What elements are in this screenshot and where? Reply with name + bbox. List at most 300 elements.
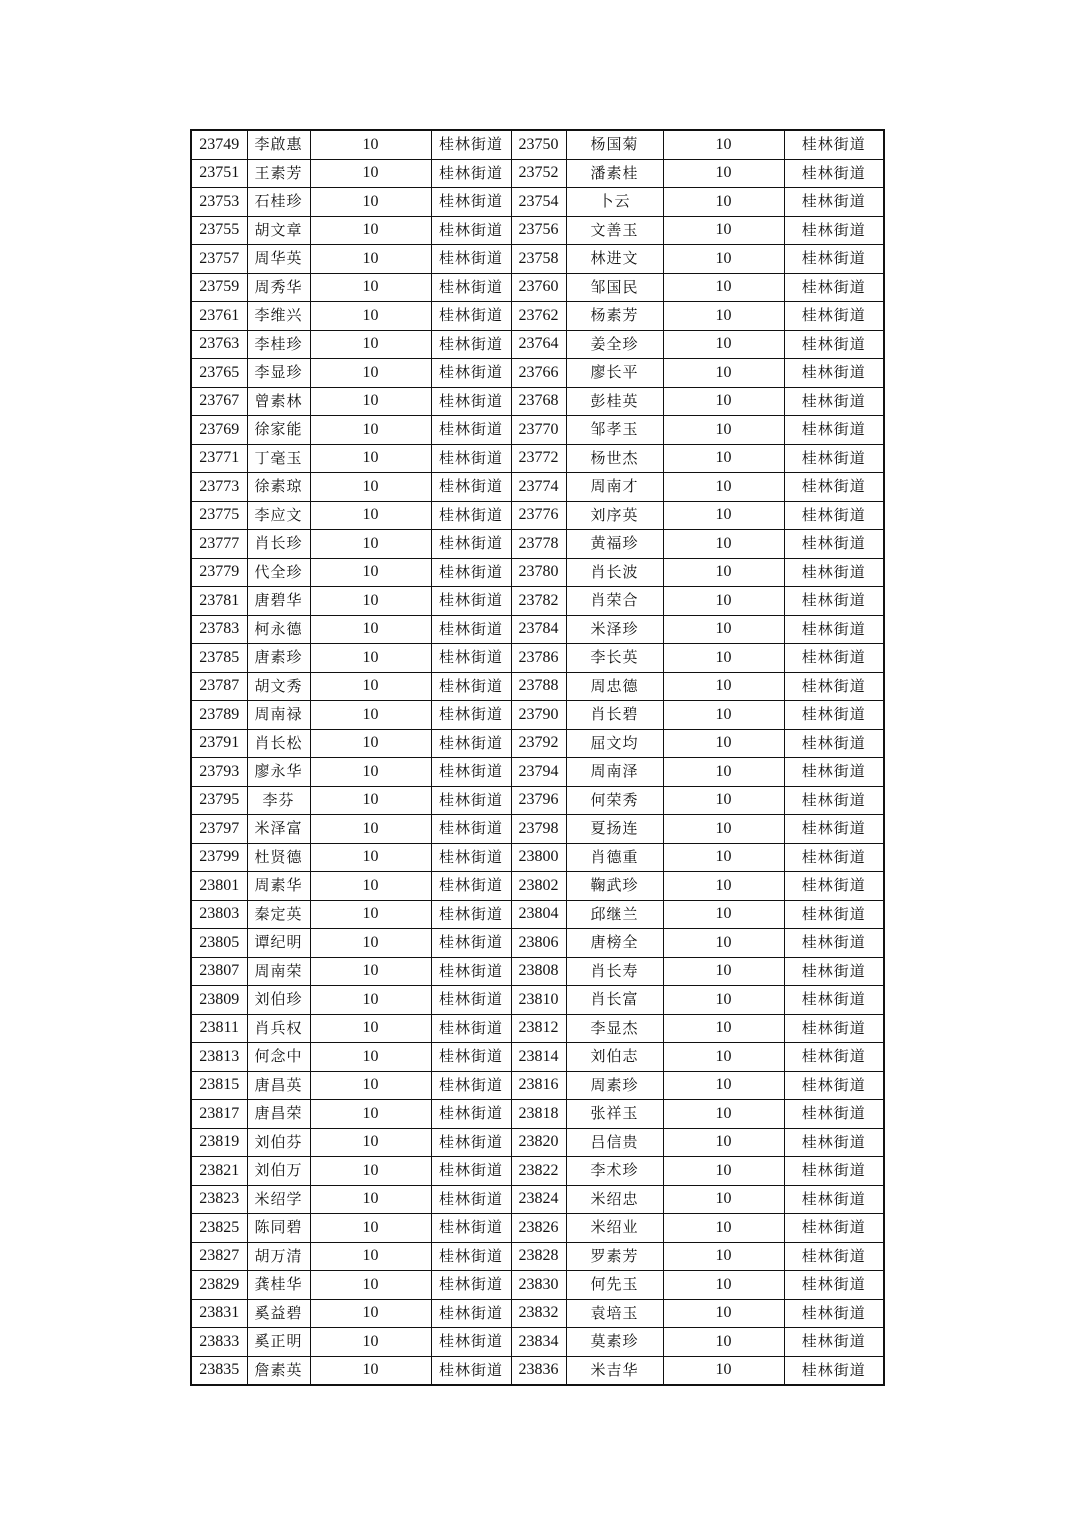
- table-row: [191, 1214, 884, 1243]
- street-cell: 桂林街道: [431, 1299, 511, 1328]
- street-cell: 桂林街道: [431, 558, 511, 587]
- street-cell: 桂林街道: [431, 1185, 511, 1214]
- record-id-cell: 23814: [511, 1043, 566, 1072]
- amount-cell: 10: [310, 843, 431, 872]
- name-cell: 米绍忠: [566, 1185, 663, 1214]
- name-cell: 米绍业: [566, 1214, 663, 1243]
- table-row: [191, 1185, 884, 1214]
- record-id-cell: 23782: [511, 587, 566, 616]
- street-cell: 桂林街道: [784, 1185, 884, 1214]
- street-cell: 桂林街道: [784, 1100, 884, 1129]
- table-row: [191, 957, 884, 986]
- name-cell: 奚益碧: [247, 1299, 310, 1328]
- amount-cell: 10: [310, 387, 431, 416]
- amount-cell: 10: [310, 130, 431, 159]
- amount-cell: 10: [310, 473, 431, 502]
- record-id-cell: 23777: [191, 530, 247, 559]
- record-id-cell: 23831: [191, 1299, 247, 1328]
- name-cell: 林进文: [566, 245, 663, 274]
- name-cell: 周南才: [566, 473, 663, 502]
- record-id-cell: 23793: [191, 758, 247, 787]
- amount-cell: 10: [663, 644, 784, 673]
- amount-cell: 10: [663, 216, 784, 245]
- amount-cell: 10: [663, 530, 784, 559]
- amount-cell: 10: [663, 729, 784, 758]
- record-id-cell: 23765: [191, 359, 247, 388]
- street-cell: 桂林街道: [784, 758, 884, 787]
- record-id-cell: 23758: [511, 245, 566, 274]
- name-cell: 唐榜全: [566, 929, 663, 958]
- street-cell: 桂林街道: [431, 273, 511, 302]
- name-cell: 曾素林: [247, 387, 310, 416]
- street-cell: 桂林街道: [431, 644, 511, 673]
- street-cell: 桂林街道: [784, 159, 884, 188]
- name-cell: 姜全珍: [566, 330, 663, 359]
- name-cell: 卜云: [566, 188, 663, 217]
- name-cell: 廖长平: [566, 359, 663, 388]
- name-cell: 邹孝玉: [566, 416, 663, 445]
- record-id-cell: 23834: [511, 1328, 566, 1357]
- name-cell: 文善玉: [566, 216, 663, 245]
- name-cell: 米泽珍: [566, 615, 663, 644]
- name-cell: 肖长寿: [566, 957, 663, 986]
- amount-cell: 10: [310, 957, 431, 986]
- record-id-cell: 23773: [191, 473, 247, 502]
- record-id-cell: 23801: [191, 872, 247, 901]
- name-cell: 代全珍: [247, 558, 310, 587]
- name-cell: 杨世杰: [566, 444, 663, 473]
- name-cell: 杨素芳: [566, 302, 663, 331]
- table-row: [191, 387, 884, 416]
- amount-cell: 10: [310, 1328, 431, 1357]
- street-cell: 桂林街道: [431, 615, 511, 644]
- record-id-cell: 23790: [511, 701, 566, 730]
- amount-cell: 10: [663, 1071, 784, 1100]
- name-cell: 肖长松: [247, 729, 310, 758]
- table-row: [191, 758, 884, 787]
- street-cell: 桂林街道: [784, 1014, 884, 1043]
- street-cell: 桂林街道: [431, 701, 511, 730]
- street-cell: 桂林街道: [784, 587, 884, 616]
- record-id-cell: 23833: [191, 1328, 247, 1357]
- street-cell: 桂林街道: [431, 758, 511, 787]
- record-id-cell: 23835: [191, 1356, 247, 1385]
- table-row: [191, 1242, 884, 1271]
- name-cell: 周素珍: [566, 1071, 663, 1100]
- name-cell: 夏扬连: [566, 815, 663, 844]
- name-cell: 周素华: [247, 872, 310, 901]
- amount-cell: 10: [663, 558, 784, 587]
- record-id-cell: 23797: [191, 815, 247, 844]
- street-cell: 桂林街道: [431, 672, 511, 701]
- street-cell: 桂林街道: [431, 900, 511, 929]
- record-id-cell: 23761: [191, 302, 247, 331]
- table-row: [191, 815, 884, 844]
- street-cell: 桂林街道: [784, 302, 884, 331]
- amount-cell: 10: [310, 872, 431, 901]
- record-id-cell: 23827: [191, 1242, 247, 1271]
- street-cell: 桂林街道: [784, 216, 884, 245]
- record-id-cell: 23788: [511, 672, 566, 701]
- amount-cell: 10: [310, 1242, 431, 1271]
- street-cell: 桂林街道: [431, 1100, 511, 1129]
- name-cell: 肖德重: [566, 843, 663, 872]
- record-id-cell: 23779: [191, 558, 247, 587]
- record-id-cell: 23769: [191, 416, 247, 445]
- name-cell: 詹素英: [247, 1356, 310, 1385]
- table-row: [191, 929, 884, 958]
- amount-cell: 10: [663, 416, 784, 445]
- name-cell: 李长英: [566, 644, 663, 673]
- name-cell: 邹国民: [566, 273, 663, 302]
- record-id-cell: 23774: [511, 473, 566, 502]
- amount-cell: 10: [310, 501, 431, 530]
- table-row: [191, 188, 884, 217]
- amount-cell: 10: [310, 1043, 431, 1072]
- street-cell: 桂林街道: [431, 530, 511, 559]
- record-id-cell: 23804: [511, 900, 566, 929]
- record-id-cell: 23785: [191, 644, 247, 673]
- table-row: [191, 416, 884, 445]
- table-row: [191, 1328, 884, 1357]
- table-row: [191, 1271, 884, 1300]
- table-row: [191, 1299, 884, 1328]
- record-id-cell: 23798: [511, 815, 566, 844]
- table-row: [191, 330, 884, 359]
- street-cell: 桂林街道: [431, 1043, 511, 1072]
- record-id-cell: 23805: [191, 929, 247, 958]
- street-cell: 桂林街道: [431, 473, 511, 502]
- record-id-cell: 23826: [511, 1214, 566, 1243]
- name-cell: 米绍学: [247, 1185, 310, 1214]
- street-cell: 桂林街道: [784, 729, 884, 758]
- amount-cell: 10: [310, 558, 431, 587]
- name-cell: 石桂珍: [247, 188, 310, 217]
- amount-cell: 10: [663, 330, 784, 359]
- record-id-cell: 23811: [191, 1014, 247, 1043]
- street-cell: 桂林街道: [784, 188, 884, 217]
- street-cell: 桂林街道: [784, 1128, 884, 1157]
- record-id-cell: 23771: [191, 444, 247, 473]
- record-id-cell: 23754: [511, 188, 566, 217]
- record-id-cell: 23792: [511, 729, 566, 758]
- record-id-cell: 23800: [511, 843, 566, 872]
- table-row: [191, 444, 884, 473]
- amount-cell: 10: [310, 416, 431, 445]
- amount-cell: 10: [310, 1356, 431, 1385]
- record-id-cell: 23763: [191, 330, 247, 359]
- amount-cell: 10: [663, 1214, 784, 1243]
- street-cell: 桂林街道: [784, 501, 884, 530]
- street-cell: 桂林街道: [431, 1128, 511, 1157]
- record-id-cell: 23815: [191, 1071, 247, 1100]
- table-row: [191, 843, 884, 872]
- street-cell: 桂林街道: [784, 843, 884, 872]
- street-cell: 桂林街道: [431, 929, 511, 958]
- name-cell: 李维兴: [247, 302, 310, 331]
- name-cell: 肖荣合: [566, 587, 663, 616]
- street-cell: 桂林街道: [784, 786, 884, 815]
- name-cell: 吕信贵: [566, 1128, 663, 1157]
- record-id-cell: 23778: [511, 530, 566, 559]
- name-cell: 莫素珍: [566, 1328, 663, 1357]
- table-row: [191, 501, 884, 530]
- table-row: [191, 558, 884, 587]
- record-id-cell: 23784: [511, 615, 566, 644]
- amount-cell: 10: [310, 729, 431, 758]
- name-cell: 陈同碧: [247, 1214, 310, 1243]
- amount-cell: 10: [663, 986, 784, 1015]
- street-cell: 桂林街道: [784, 1328, 884, 1357]
- table-row: [191, 216, 884, 245]
- street-cell: 桂林街道: [431, 416, 511, 445]
- amount-cell: 10: [663, 786, 784, 815]
- amount-cell: 10: [310, 758, 431, 787]
- table-row: [191, 530, 884, 559]
- name-cell: 柯永德: [247, 615, 310, 644]
- amount-cell: 10: [663, 758, 784, 787]
- street-cell: 桂林街道: [431, 216, 511, 245]
- table-row: [191, 1128, 884, 1157]
- amount-cell: 10: [663, 1299, 784, 1328]
- record-id-cell: 23825: [191, 1214, 247, 1243]
- name-cell: 肖长波: [566, 558, 663, 587]
- street-cell: 桂林街道: [431, 1242, 511, 1271]
- amount-cell: 10: [310, 1185, 431, 1214]
- record-id-cell: 23783: [191, 615, 247, 644]
- table-row: [191, 302, 884, 331]
- street-cell: 桂林街道: [784, 615, 884, 644]
- table-row: [191, 729, 884, 758]
- amount-cell: 10: [310, 1071, 431, 1100]
- table-row: [191, 1100, 884, 1129]
- street-cell: 桂林街道: [784, 359, 884, 388]
- name-cell: 李芬: [247, 786, 310, 815]
- street-cell: 桂林街道: [784, 986, 884, 1015]
- record-id-cell: 23753: [191, 188, 247, 217]
- street-cell: 桂林街道: [431, 1014, 511, 1043]
- record-id-cell: 23787: [191, 672, 247, 701]
- street-cell: 桂林街道: [784, 672, 884, 701]
- amount-cell: 10: [663, 501, 784, 530]
- name-cell: 龚桂华: [247, 1271, 310, 1300]
- street-cell: 桂林街道: [431, 1214, 511, 1243]
- name-cell: 秦定英: [247, 900, 310, 929]
- record-id-cell: 23818: [511, 1100, 566, 1129]
- street-cell: 桂林街道: [431, 587, 511, 616]
- record-id-cell: 23762: [511, 302, 566, 331]
- table-row: [191, 986, 884, 1015]
- amount-cell: 10: [663, 1271, 784, 1300]
- record-id-cell: 23767: [191, 387, 247, 416]
- street-cell: 桂林街道: [784, 815, 884, 844]
- table-row: [191, 900, 884, 929]
- table-row: [191, 786, 884, 815]
- name-cell: 李术珍: [566, 1157, 663, 1186]
- amount-cell: 10: [310, 188, 431, 217]
- amount-cell: 10: [663, 473, 784, 502]
- amount-cell: 10: [663, 701, 784, 730]
- record-id-cell: 23824: [511, 1185, 566, 1214]
- record-id-cell: 23807: [191, 957, 247, 986]
- record-id-cell: 23780: [511, 558, 566, 587]
- amount-cell: 10: [663, 587, 784, 616]
- record-id-cell: 23775: [191, 501, 247, 530]
- name-cell: 邱继兰: [566, 900, 663, 929]
- amount-cell: 10: [663, 1356, 784, 1385]
- name-cell: 肖长珍: [247, 530, 310, 559]
- amount-cell: 10: [310, 1271, 431, 1300]
- name-cell: 刘伯珍: [247, 986, 310, 1015]
- street-cell: 桂林街道: [784, 872, 884, 901]
- amount-cell: 10: [310, 444, 431, 473]
- street-cell: 桂林街道: [431, 786, 511, 815]
- street-cell: 桂林街道: [431, 872, 511, 901]
- record-id-cell: 23836: [511, 1356, 566, 1385]
- amount-cell: 10: [663, 188, 784, 217]
- name-cell: 肖兵权: [247, 1014, 310, 1043]
- name-cell: 罗素芳: [566, 1242, 663, 1271]
- street-cell: 桂林街道: [431, 843, 511, 872]
- record-id-cell: 23823: [191, 1185, 247, 1214]
- table-row: [191, 245, 884, 274]
- street-cell: 桂林街道: [784, 245, 884, 274]
- street-cell: 桂林街道: [431, 359, 511, 388]
- amount-cell: 10: [663, 302, 784, 331]
- name-cell: 刘伯万: [247, 1157, 310, 1186]
- record-id-cell: 23768: [511, 387, 566, 416]
- amount-cell: 10: [663, 872, 784, 901]
- amount-cell: 10: [310, 672, 431, 701]
- name-cell: 刘伯志: [566, 1043, 663, 1072]
- amount-cell: 10: [663, 359, 784, 388]
- name-cell: 黄福珍: [566, 530, 663, 559]
- street-cell: 桂林街道: [431, 1328, 511, 1357]
- table-row: [191, 1014, 884, 1043]
- table-body: [191, 130, 884, 1385]
- record-id-cell: 23796: [511, 786, 566, 815]
- record-id-cell: 23795: [191, 786, 247, 815]
- street-cell: 桂林街道: [784, 1157, 884, 1186]
- name-cell: 肖长碧: [566, 701, 663, 730]
- amount-cell: 10: [310, 815, 431, 844]
- record-id-cell: 23791: [191, 729, 247, 758]
- amount-cell: 10: [663, 957, 784, 986]
- street-cell: 桂林街道: [784, 330, 884, 359]
- record-id-cell: 23817: [191, 1100, 247, 1129]
- record-id-cell: 23830: [511, 1271, 566, 1300]
- street-cell: 桂林街道: [784, 1242, 884, 1271]
- record-id-cell: 23752: [511, 159, 566, 188]
- street-cell: 桂林街道: [431, 1271, 511, 1300]
- name-cell: 杜贤德: [247, 843, 310, 872]
- record-id-cell: 23789: [191, 701, 247, 730]
- table-row: [191, 359, 884, 388]
- amount-cell: 10: [663, 1100, 784, 1129]
- amount-cell: 10: [310, 587, 431, 616]
- amount-cell: 10: [663, 1043, 784, 1072]
- amount-cell: 10: [663, 245, 784, 274]
- amount-cell: 10: [310, 216, 431, 245]
- record-id-cell: 23802: [511, 872, 566, 901]
- amount-cell: 10: [310, 929, 431, 958]
- name-cell: 李应文: [247, 501, 310, 530]
- table-row: [191, 615, 884, 644]
- name-cell: 李啟惠: [247, 130, 310, 159]
- street-cell: 桂林街道: [431, 302, 511, 331]
- street-cell: 桂林街道: [431, 444, 511, 473]
- table-row: [191, 672, 884, 701]
- name-cell: 米吉华: [566, 1356, 663, 1385]
- table-row: [191, 273, 884, 302]
- amount-cell: 10: [310, 273, 431, 302]
- street-cell: 桂林街道: [431, 1071, 511, 1100]
- record-id-cell: 23808: [511, 957, 566, 986]
- amount-cell: 10: [663, 1128, 784, 1157]
- street-cell: 桂林街道: [431, 387, 511, 416]
- amount-cell: 10: [310, 1214, 431, 1243]
- table-row: [191, 587, 884, 616]
- street-cell: 桂林街道: [431, 729, 511, 758]
- table-row: [191, 1043, 884, 1072]
- street-cell: 桂林街道: [431, 986, 511, 1015]
- name-cell: 周忠德: [566, 672, 663, 701]
- record-id-cell: 23809: [191, 986, 247, 1015]
- street-cell: 桂林街道: [431, 501, 511, 530]
- amount-cell: 10: [663, 1328, 784, 1357]
- amount-cell: 10: [663, 159, 784, 188]
- record-id-cell: 23781: [191, 587, 247, 616]
- record-id-cell: 23803: [191, 900, 247, 929]
- name-cell: 丁毫玉: [247, 444, 310, 473]
- name-cell: 胡文章: [247, 216, 310, 245]
- record-id-cell: 23812: [511, 1014, 566, 1043]
- amount-cell: 10: [663, 1157, 784, 1186]
- table-row: [191, 1356, 884, 1385]
- street-cell: 桂林街道: [431, 1356, 511, 1385]
- name-cell: 刘伯芬: [247, 1128, 310, 1157]
- street-cell: 桂林街道: [784, 1299, 884, 1328]
- name-cell: 王素芳: [247, 159, 310, 188]
- record-id-cell: 23750: [511, 130, 566, 159]
- amount-cell: 10: [310, 1128, 431, 1157]
- name-cell: 潘素桂: [566, 159, 663, 188]
- record-id-cell: 23813: [191, 1043, 247, 1072]
- name-cell: 周南禄: [247, 701, 310, 730]
- street-cell: 桂林街道: [784, 273, 884, 302]
- name-cell: 奚正明: [247, 1328, 310, 1357]
- name-cell: 谭纪明: [247, 929, 310, 958]
- amount-cell: 10: [310, 330, 431, 359]
- street-cell: 桂林街道: [784, 957, 884, 986]
- amount-cell: 10: [663, 1014, 784, 1043]
- table-row: [191, 473, 884, 502]
- table-row: [191, 644, 884, 673]
- name-cell: 屈文均: [566, 729, 663, 758]
- amount-cell: 10: [310, 1299, 431, 1328]
- table-row: [191, 1071, 884, 1100]
- amount-cell: 10: [663, 672, 784, 701]
- record-id-cell: 23770: [511, 416, 566, 445]
- street-cell: 桂林街道: [784, 929, 884, 958]
- street-cell: 桂林街道: [431, 159, 511, 188]
- record-id-cell: 23751: [191, 159, 247, 188]
- amount-cell: 10: [310, 900, 431, 929]
- record-id-cell: 23755: [191, 216, 247, 245]
- amount-cell: 10: [310, 359, 431, 388]
- name-cell: 唐碧华: [247, 587, 310, 616]
- record-id-cell: 23756: [511, 216, 566, 245]
